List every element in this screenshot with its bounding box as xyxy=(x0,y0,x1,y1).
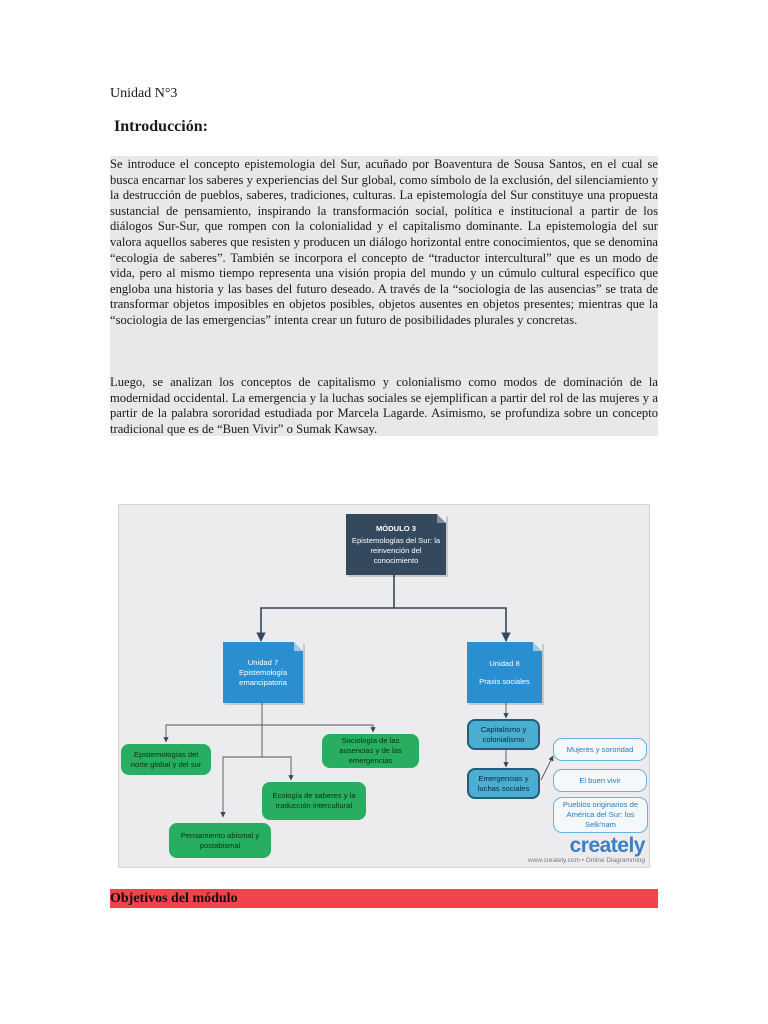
topic-ecologia-saberes: Ecología de saberes y la traducción intercultural xyxy=(262,782,366,820)
connector-unit7-sociologia xyxy=(262,725,373,732)
creately-tagline: www.creately.com • Online Diagramming xyxy=(527,857,645,864)
module-3-box xyxy=(346,514,446,575)
unit-7-title: Unidad 7 xyxy=(247,657,279,667)
connector-unit7-ecologia xyxy=(262,757,291,780)
module-3-subtitle: Epistemologías del Sur: la reinvención del conocimiento xyxy=(351,535,441,565)
unit-8-title: Unidad 8 xyxy=(489,658,520,668)
connector-emergencias-buen-vivir xyxy=(541,756,553,780)
introduction-heading: Introducción: xyxy=(114,118,208,135)
topic-capitalismo-colonialismo: Capitalismo y colonialismo xyxy=(467,719,540,750)
objectives-heading: Objetivos del módulo xyxy=(110,889,658,908)
unit-title: Unidad N°3 xyxy=(110,86,178,101)
unit-7-box xyxy=(223,642,303,703)
connector-module-unit8 xyxy=(394,608,506,641)
connector-unit7-norte-sur xyxy=(166,725,262,742)
subtopic-buen-vivir: El buen vivir xyxy=(553,769,647,792)
topic-pensamiento-abismal: Pensamiento abismal y postabismal xyxy=(169,823,271,858)
topic-epistemologias-norte-sur: Epistemologías del norte global y del sur xyxy=(121,744,211,775)
introduction-paragraph-1: Se introduce el concepto epistemologia del Sur, acuñado por Boaventura de Sousa Santos, en el cual se busca encarnar los saberes y experiencias del Sur global, como símbolo de la exclusión, del silenciamiento y la destrucción de pueblos, saberes, tradiciones, culturas. La epistemología del Sur constituye una propuesta sustancial de pensamiento, inspirando la transformación social, política e institucional a partir de los diálogos Sur-Sur, que rompen con la colonialidad y el capitalismo dominante. La epistemologia del sur valora aquellos saberes que resisten y producen un diálogo horizontal entre conocimientos, que se denomina “ecologia de saberes”. También se incorpora el concepto de “traductor intercultural” que es un modo de vida, pero al mismo tiempo representa una visión propia del mundo y un cúmulo cultural específico que engloba una historia y las bases del futuro deseado. A través de la “sociologia de las ausencias” se trata de transformar objetos imposibles en objetos posibles, objetos ausentes en objetos presentes; mientras que la “sociologia de las emergencias” intenta crear un futuro de posibilidades plurales y concretas. xyxy=(110,157,658,327)
module-concept-diagram xyxy=(118,504,650,868)
subtopic-mujeres-sororidad: Mujeres y sororidad xyxy=(553,738,647,761)
topic-emergencias-luchas: Emergencias y luchas sociales xyxy=(467,768,540,799)
unit-7-subtitle: Epistemología emancipatoria xyxy=(238,667,288,687)
subtopic-pueblos-originarios: Pueblos originarios de América del Sur: los Selk'nam xyxy=(553,797,648,833)
connector-module-unit7 xyxy=(261,575,394,641)
creately-logo: creately xyxy=(569,834,645,857)
unit-8-subtitle: Praxis sociales xyxy=(479,676,530,686)
connector-unit7-pensamiento xyxy=(223,757,262,817)
unit-8-box xyxy=(467,642,542,703)
creately-watermark xyxy=(528,835,645,864)
topic-sociologia-ausencias: Sociología de las ausencias y de las emergencias xyxy=(322,734,419,768)
module-3-title: MÓDULO 3 xyxy=(375,523,417,533)
introduction-paragraph-2: Luego, se analizan los conceptos de capitalismo y colonialismo como modos de dominación de la modernidad occidental. La emergencia y la luchas sociales se ejemplifican a partir del rol de las mujeres y a partir de la palabra sororidad estudiada por Marcela Lagarde. Asimismo, se profundiza sobre un concepto tradicional que es de “Buen Vivir” o Sumak Kawsay. xyxy=(110,375,658,436)
